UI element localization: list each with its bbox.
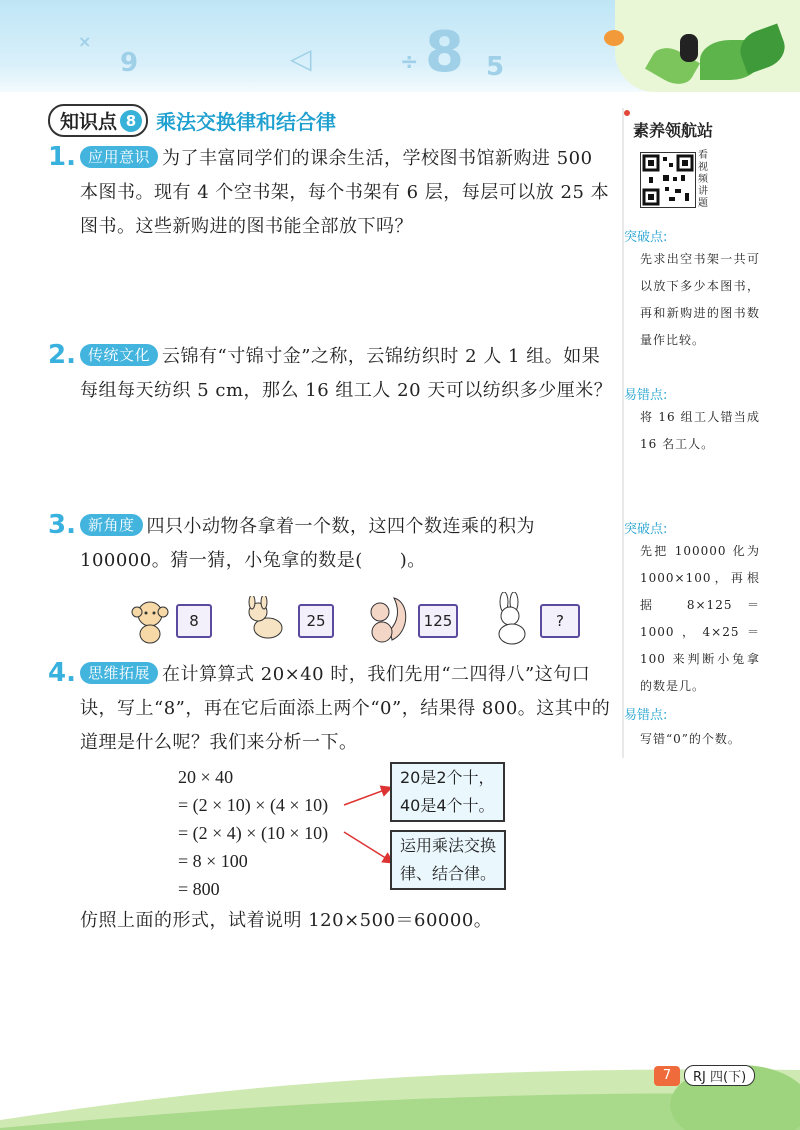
question-tag: 应用意识 <box>80 146 158 168</box>
note-body: 先把 100000 化为 1000×100，再根据 8×125＝1000，4×25＝100 来判断小兔拿的数是几。 <box>640 544 760 693</box>
question-text: 在计算算式 20×40 时，我们先用“二四得八”这句口诀，写上“8”，再在它后面添上两个“0”，结果得 800。这其中的道理是什么呢？我们来分析一下。 <box>80 664 611 753</box>
page-number: 7 <box>654 1066 680 1086</box>
question-3 <box>80 510 615 578</box>
section-title: 乘法交换律和结合律 <box>156 110 337 134</box>
rabbit-icon <box>488 592 538 646</box>
question-number: 1. <box>48 142 76 172</box>
knowledge-point-badge <box>48 104 148 137</box>
question-text: 云锦有“寸锦寸金”之称，云锦纺织时 2 人 1 组。如果每组每天纺织 5 cm，那么 16 组工人 20 天可以纺织多少厘米？ <box>80 346 613 401</box>
calc-line: = (2 × 4) × (10 × 10) <box>178 823 329 843</box>
question-text: 四只小动物各拿着一个数，这四个数连乘的积为 100000。猜一猜，小兔拿的数是( )。 <box>80 516 536 571</box>
top-banner <box>0 0 800 92</box>
question-4 <box>80 658 615 760</box>
question-number: 3. <box>48 510 76 540</box>
note-line: 40是4个十。 <box>400 796 495 815</box>
question-4-followup: 仿照上面的形式，试着说明 120×500＝60000。 <box>80 910 493 931</box>
decor-div: ÷ <box>400 50 419 75</box>
dog-icon <box>242 596 292 644</box>
calc-line: 20 × 40 <box>178 767 234 787</box>
knowledge-point-number: 8 <box>120 110 142 132</box>
question-number: 4. <box>48 658 76 688</box>
monkey-icon <box>128 598 172 644</box>
calc-line: = 800 <box>178 879 220 899</box>
toucan-icon <box>680 34 698 62</box>
page-footer <box>654 1065 755 1086</box>
note-body: 将 16 组工人错当成 16 名工人。 <box>640 410 760 451</box>
edition-label: RJ 四(下) <box>684 1065 755 1086</box>
question-tag: 思维拓展 <box>80 662 158 684</box>
sidebar-marker <box>624 110 630 116</box>
question-2 <box>80 340 615 408</box>
note-head: 易错点: <box>624 708 668 723</box>
note-box-b <box>390 830 506 890</box>
decor-8: 8 <box>425 20 464 85</box>
question-tag: 新角度 <box>80 514 143 536</box>
section-heading <box>48 104 336 137</box>
question-1 <box>80 142 615 244</box>
number-card: 125 <box>418 604 458 638</box>
sidebar-divider <box>622 108 624 758</box>
number-card: 25 <box>298 604 334 638</box>
decor-triangle: ◁ <box>290 42 312 75</box>
note-box-a <box>390 762 505 822</box>
note-body: 先求出空书架一共可以放下多少本图书，再和新购进的图书数量作比较。 <box>640 252 760 347</box>
note-body: 写错“0”的个数。 <box>640 732 741 746</box>
calc-line: = 8 × 100 <box>178 851 248 871</box>
qr-caption: 看视频讲题 <box>698 150 708 209</box>
number-card: ? <box>540 604 580 638</box>
number-card: 8 <box>176 604 212 638</box>
note-head: 易错点: <box>624 388 668 403</box>
note-line: 律、结合律。 <box>400 864 497 883</box>
question-number: 2. <box>48 340 76 370</box>
note-line: 20是2个十， <box>400 768 495 787</box>
knowledge-point-label: 知识点 <box>60 111 118 133</box>
decor-9: 9 <box>120 48 139 78</box>
qr-code[interactable] <box>640 152 696 208</box>
question-text: 为了丰富同学们的课余生活，学校图书馆新购进 500 本图书。现有 4 个空书架，每个书架有 6 层，每层可以放 25 本图书。这些新购进的图书能全部放下吗？ <box>80 148 610 237</box>
squirrel-icon <box>362 592 412 646</box>
butterfly-icon <box>604 30 624 46</box>
animal-row <box>120 592 590 652</box>
calc-line: = (2 × 10) × (4 × 10) <box>178 795 329 815</box>
sidebar-title: 素养领航站 <box>633 121 714 140</box>
note-head: 突破点: <box>624 230 668 245</box>
question-tag: 传统文化 <box>80 344 158 366</box>
decor-x: × <box>78 32 92 51</box>
note-head: 突破点: <box>624 522 668 537</box>
decor-5: 5 <box>486 52 505 82</box>
note-line: 运用乘法交换 <box>400 836 497 855</box>
